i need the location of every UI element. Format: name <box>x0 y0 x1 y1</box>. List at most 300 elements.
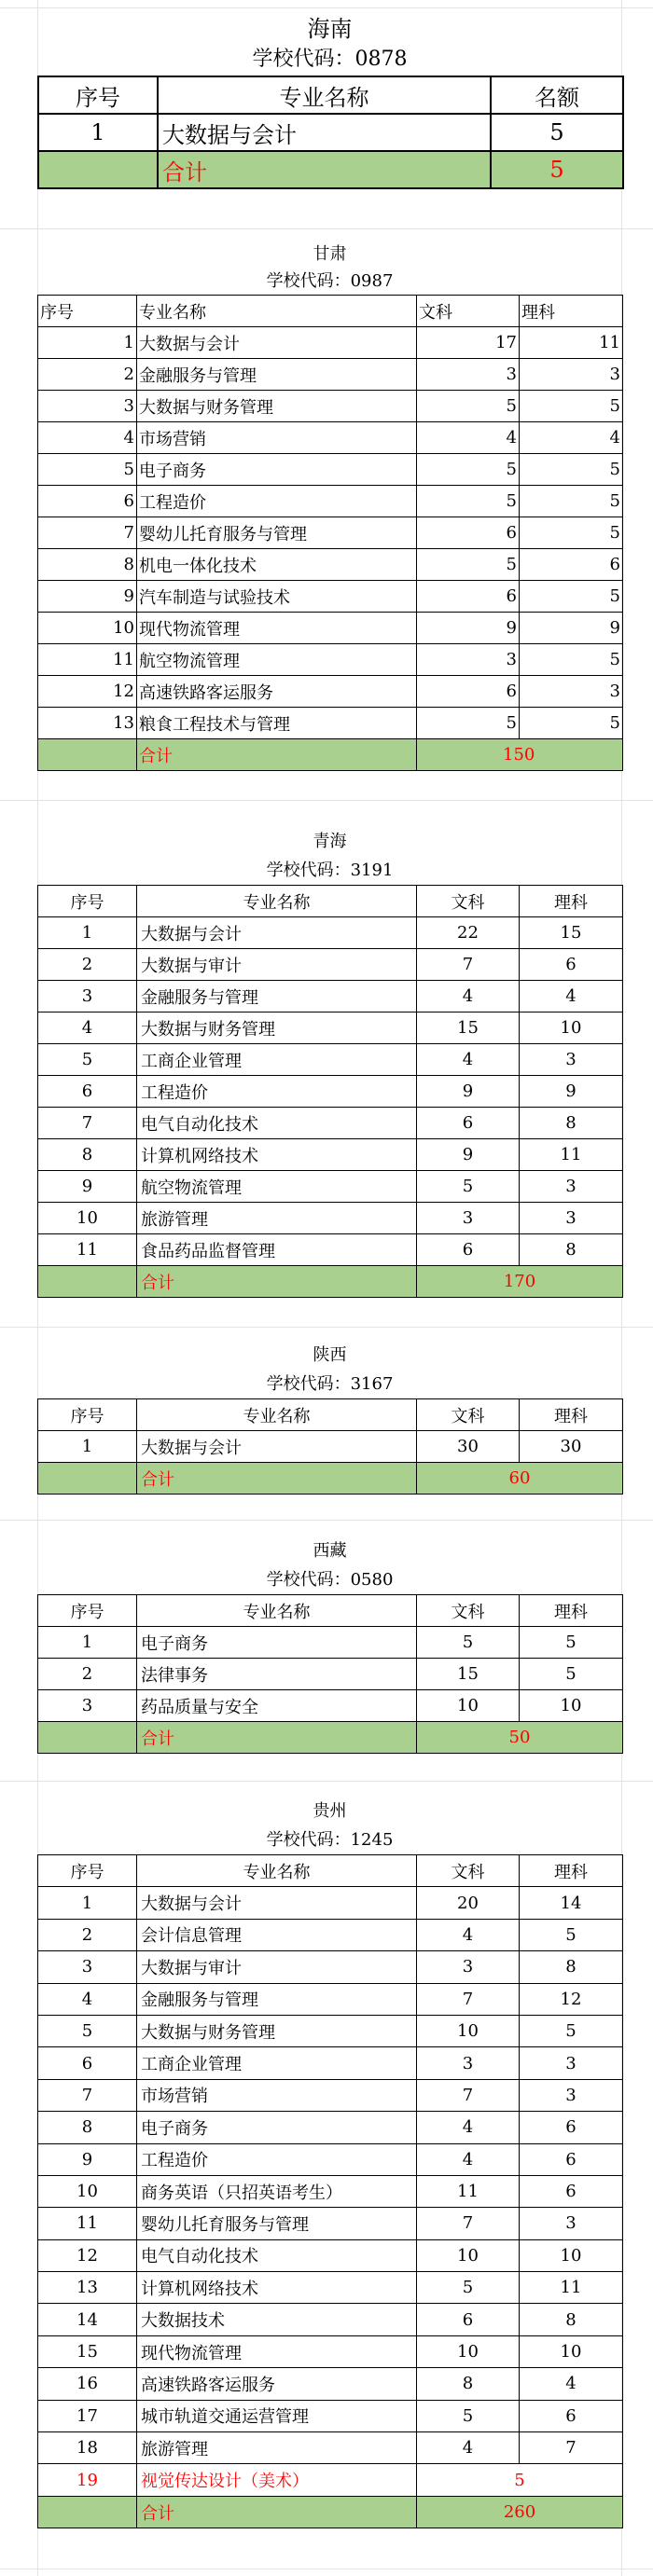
arts-quota: 4 <box>417 981 520 1012</box>
science-quota: 4 <box>520 2368 623 2400</box>
total-row <box>38 1722 623 1754</box>
arts-quota: 4 <box>417 1044 520 1076</box>
science-quota: 15 <box>520 917 623 949</box>
table-row <box>38 581 623 613</box>
row-index: 2 <box>38 949 137 981</box>
row-index: 9 <box>38 581 137 613</box>
arts-quota: 6 <box>417 581 520 613</box>
major-name: 婴幼儿托育服务与管理 <box>137 2208 417 2239</box>
major-name: 电气自动化技术 <box>137 1108 417 1139</box>
science-quota: 30 <box>520 1431 623 1463</box>
header-cell: 理科 <box>520 1595 623 1627</box>
school-code: 学校代码：0878 <box>252 48 408 71</box>
row-index: 1 <box>38 114 158 151</box>
major-name: 航空物流管理 <box>137 644 417 676</box>
arts-quota: 8 <box>417 2368 520 2400</box>
major-name: 城市轨道交通运营管理 <box>137 2400 417 2431</box>
section-gansu <box>37 241 622 771</box>
arts-quota: 6 <box>417 1108 520 1139</box>
row-index: 1 <box>38 917 137 949</box>
row-index: 1 <box>38 1627 137 1659</box>
arts-quota: 4 <box>417 2432 520 2464</box>
row-index: 16 <box>38 2368 137 2400</box>
total-value: 150 <box>417 739 623 771</box>
table-row <box>38 1659 623 1690</box>
row-index: 13 <box>38 2272 137 2304</box>
major-name: 会计信息管理 <box>137 1919 417 1950</box>
table-row <box>38 454 623 486</box>
row-index: 8 <box>38 2112 137 2143</box>
header-cell: 文科 <box>417 886 520 917</box>
row-index: 5 <box>38 2015 137 2046</box>
arts-quota: 4 <box>417 422 520 454</box>
header-row <box>38 76 623 114</box>
major-name: 金融服务与管理 <box>137 1983 417 2015</box>
table-row <box>38 981 623 1012</box>
row-index: 12 <box>38 2239 137 2271</box>
arts-quota: 5 <box>417 2400 520 2431</box>
table-row <box>38 676 623 708</box>
row-index: 1 <box>38 1431 137 1463</box>
major-name: 航空物流管理 <box>137 1171 417 1203</box>
row-index: 15 <box>38 2335 137 2367</box>
table-row <box>38 2079 623 2111</box>
table-row <box>38 917 623 949</box>
table-row <box>38 1951 623 1983</box>
science-quota: 5 <box>520 454 623 486</box>
header-cell: 序号 <box>38 76 158 114</box>
header-row <box>38 1855 623 1887</box>
row-index: 7 <box>38 1108 137 1139</box>
total-label: 合计 <box>137 739 417 771</box>
major-name: 大数据与会计 <box>158 114 491 151</box>
arts-quota: 10 <box>417 1690 520 1722</box>
header-row <box>38 886 623 917</box>
major-name: 计算机网络技术 <box>137 1139 417 1171</box>
section-xizang <box>37 1536 622 1754</box>
science-quota: 3 <box>520 2079 623 2111</box>
table-row <box>38 2208 623 2239</box>
major-name: 工程造价 <box>137 486 417 517</box>
school-code: 学校代码：0987 <box>266 271 394 291</box>
row-index: 5 <box>38 454 137 486</box>
science-quota: 6 <box>520 2143 623 2175</box>
total-label: 合计 <box>137 1266 417 1298</box>
major-name: 工程造价 <box>137 1076 417 1108</box>
row-index: 7 <box>38 517 137 549</box>
major-name: 药品质量与安全 <box>137 1690 417 1722</box>
arts-quota: 4 <box>417 2112 520 2143</box>
arts-quota: 5 <box>417 1171 520 1203</box>
science-quota: 9 <box>520 613 623 644</box>
major-name: 电子商务 <box>137 2112 417 2143</box>
table-row <box>38 2400 623 2431</box>
school-code: 学校代码：1245 <box>266 1830 394 1850</box>
table-row <box>38 1919 623 1950</box>
science-quota: 11 <box>520 327 623 359</box>
quota-table <box>37 1594 623 1754</box>
table-row <box>38 2143 623 2175</box>
major-name: 大数据与财务管理 <box>137 2015 417 2046</box>
total-blank <box>38 1266 137 1298</box>
science-quota: 6 <box>520 949 623 981</box>
major-name: 大数据与会计 <box>137 917 417 949</box>
arts-quota: 6 <box>417 2304 520 2335</box>
major-name: 法律事务 <box>137 1659 417 1690</box>
total-label: 合计 <box>137 2496 417 2528</box>
arts-quota: 5 <box>417 2272 520 2304</box>
total-label: 合计 <box>158 151 491 188</box>
quota-table <box>37 76 624 189</box>
total-blank <box>38 739 137 771</box>
row-index: 9 <box>38 2143 137 2175</box>
major-name: 旅游管理 <box>137 1203 417 1234</box>
header-cell: 名额 <box>491 76 623 114</box>
row-index: 4 <box>38 422 137 454</box>
row-index: 9 <box>38 1171 137 1203</box>
arts-quota: 7 <box>417 1983 520 2015</box>
science-quota: 8 <box>520 2304 623 2335</box>
science-quota: 5 <box>520 1659 623 1690</box>
header-cell: 理科 <box>520 886 623 917</box>
header-cell: 序号 <box>38 296 137 327</box>
science-quota: 3 <box>520 676 623 708</box>
table-row <box>38 2239 623 2271</box>
science-quota: 5 <box>520 644 623 676</box>
header-cell: 专业名称 <box>137 1855 417 1887</box>
header-cell: 专业名称 <box>137 1399 417 1431</box>
major-name: 婴幼儿托育服务与管理 <box>137 517 417 549</box>
quota-table <box>37 885 623 1298</box>
province-title: 陕西 <box>313 1345 347 1365</box>
row-index: 11 <box>38 2208 137 2239</box>
row-index: 3 <box>38 1951 137 1983</box>
science-quota: 5 <box>520 391 623 422</box>
row-index: 3 <box>38 981 137 1012</box>
arts-quota: 3 <box>417 1951 520 1983</box>
header-cell: 文科 <box>417 1855 520 1887</box>
table-row <box>38 949 623 981</box>
science-quota: 11 <box>520 2272 623 2304</box>
total-row <box>38 1266 623 1298</box>
total-row <box>38 1463 623 1495</box>
science-quota: 10 <box>520 2239 623 2271</box>
science-quota: 6 <box>520 2175 623 2207</box>
arts-quota: 9 <box>417 1076 520 1108</box>
header-row <box>38 296 623 327</box>
total-row <box>38 739 623 771</box>
table-row <box>38 114 623 151</box>
arts-quota: 3 <box>417 2047 520 2079</box>
science-quota: 3 <box>520 359 623 391</box>
header-cell: 专业名称 <box>137 1595 417 1627</box>
arts-quota: 10 <box>417 2239 520 2271</box>
row-index: 7 <box>38 2079 137 2111</box>
science-quota: 3 <box>520 1171 623 1203</box>
table-row <box>38 1627 623 1659</box>
table-row <box>38 1076 623 1108</box>
table-row <box>38 517 623 549</box>
row-index: 11 <box>38 644 137 676</box>
row-index: 2 <box>38 359 137 391</box>
header-cell: 理科 <box>520 296 623 327</box>
row-index: 2 <box>38 1919 137 1950</box>
major-name: 电子商务 <box>137 1627 417 1659</box>
table-row <box>38 1139 623 1171</box>
table-row <box>38 2015 623 2046</box>
table-row <box>38 1012 623 1044</box>
science-quota: 14 <box>520 1887 623 1919</box>
arts-quota: 15 <box>417 1012 520 1044</box>
row-index: 8 <box>38 549 137 581</box>
province-title: 甘肃 <box>313 244 347 264</box>
table-row <box>38 1431 623 1463</box>
science-quota: 3 <box>520 1044 623 1076</box>
science-quota: 6 <box>520 549 623 581</box>
row-index: 19 <box>38 2464 137 2496</box>
province-title: 贵州 <box>313 1801 347 1821</box>
arts-quota: 11 <box>417 2175 520 2207</box>
major-name: 大数据与会计 <box>137 327 417 359</box>
science-quota: 5 <box>520 1627 623 1659</box>
arts-quota: 6 <box>417 517 520 549</box>
table-row <box>38 2368 623 2400</box>
arts-quota: 5 <box>417 549 520 581</box>
header-cell: 序号 <box>38 1595 137 1627</box>
arts-quota: 7 <box>417 2208 520 2239</box>
header-cell: 文科 <box>417 296 520 327</box>
total-value: 260 <box>417 2496 623 2528</box>
row-index: 12 <box>38 676 137 708</box>
arts-quota: 9 <box>417 1139 520 1171</box>
science-quota: 7 <box>520 2432 623 2464</box>
science-quota: 12 <box>520 1983 623 2015</box>
province-title: 海南 <box>307 16 353 42</box>
major-name: 大数据与会计 <box>137 1431 417 1463</box>
row-index: 14 <box>38 2304 137 2335</box>
arts-quota: 7 <box>417 2079 520 2111</box>
header-cell: 专业名称 <box>137 296 417 327</box>
row-index: 1 <box>38 327 137 359</box>
science-quota: 5 <box>520 486 623 517</box>
table-row <box>38 486 623 517</box>
arts-quota: 6 <box>417 1234 520 1266</box>
table-row <box>38 2304 623 2335</box>
quota-table <box>37 1398 623 1495</box>
header-cell: 专业名称 <box>137 886 417 917</box>
table-row <box>38 1983 623 2015</box>
header-cell: 理科 <box>520 1399 623 1431</box>
major-name: 大数据与财务管理 <box>137 1012 417 1044</box>
total-label: 合计 <box>137 1463 417 1495</box>
arts-quota: 7 <box>417 949 520 981</box>
arts-quota: 5 <box>417 708 520 739</box>
table-row <box>38 422 623 454</box>
section-shaanxi <box>37 1341 622 1495</box>
row-index: 18 <box>38 2432 137 2464</box>
science-quota: 10 <box>520 2335 623 2367</box>
major-name: 电子商务 <box>137 454 417 486</box>
total-row <box>38 151 623 188</box>
arts-quota: 5 <box>417 454 520 486</box>
arts-quota: 3 <box>417 359 520 391</box>
row-index: 4 <box>38 1012 137 1044</box>
header-row <box>38 1595 623 1627</box>
province-title: 西藏 <box>313 1541 347 1561</box>
science-quota: 3 <box>520 2208 623 2239</box>
row-index: 2 <box>38 1659 137 1690</box>
major-name: 市场营销 <box>137 422 417 454</box>
major-name: 现代物流管理 <box>137 613 417 644</box>
row-index: 13 <box>38 708 137 739</box>
major-name: 大数据与会计 <box>137 1887 417 1919</box>
header-row <box>38 1399 623 1431</box>
row-index: 1 <box>38 1887 137 1919</box>
header-cell: 专业名称 <box>158 76 491 114</box>
total-value: 5 <box>491 151 623 188</box>
science-quota: 3 <box>520 2047 623 2079</box>
arts-quota: 10 <box>417 2335 520 2367</box>
major-name: 高速铁路客运服务 <box>137 2368 417 2400</box>
quota-table <box>37 1854 623 2528</box>
row-index: 6 <box>38 486 137 517</box>
section-guizhou <box>37 1797 622 2528</box>
table-row <box>38 1690 623 1722</box>
major-name: 大数据与审计 <box>137 1951 417 1983</box>
header-cell: 序号 <box>38 1399 137 1431</box>
arts-quota: 17 <box>417 327 520 359</box>
arts-quota: 30 <box>417 1431 520 1463</box>
table-row <box>38 2272 623 2304</box>
major-name: 工程造价 <box>137 2143 417 2175</box>
row-index: 17 <box>38 2400 137 2431</box>
header-cell: 文科 <box>417 1399 520 1431</box>
major-name: 大数据技术 <box>137 2304 417 2335</box>
gridline <box>0 7 653 8</box>
total-value: 50 <box>417 1722 623 1754</box>
science-quota: 11 <box>520 1139 623 1171</box>
row-index: 3 <box>38 1690 137 1722</box>
major-name: 金融服务与管理 <box>137 981 417 1012</box>
quota-value: 5 <box>491 114 623 151</box>
header-cell: 文科 <box>417 1595 520 1627</box>
total-blank <box>38 2496 137 2528</box>
total-label: 合计 <box>137 1722 417 1754</box>
table-row <box>38 1108 623 1139</box>
row-index: 10 <box>38 1203 137 1234</box>
table-row <box>38 1203 623 1234</box>
table-row <box>38 391 623 422</box>
science-quota: 6 <box>520 2400 623 2431</box>
arts-quota: 4 <box>417 2143 520 2175</box>
science-quota: 9 <box>520 1076 623 1108</box>
school-code: 学校代码：3167 <box>266 1374 394 1394</box>
table-row <box>38 2432 623 2464</box>
major-name: 高速铁路客运服务 <box>137 676 417 708</box>
total-row <box>38 2496 623 2528</box>
table-row <box>38 1044 623 1076</box>
science-quota: 6 <box>520 2112 623 2143</box>
science-quota: 10 <box>520 1690 623 1722</box>
total-value: 60 <box>417 1463 623 1495</box>
major-name: 旅游管理 <box>137 2432 417 2464</box>
total-blank <box>38 1722 137 1754</box>
arts-quota: 3 <box>417 1203 520 1234</box>
science-quota: 8 <box>520 1951 623 1983</box>
total-blank <box>38 151 158 188</box>
table-row <box>38 2047 623 2079</box>
art-quota: 5 <box>417 2464 623 2496</box>
arts-quota: 3 <box>417 644 520 676</box>
table-row <box>38 327 623 359</box>
arts-quota: 9 <box>417 613 520 644</box>
major-name: 视觉传达设计（美术） <box>137 2464 417 2496</box>
table-row <box>38 1887 623 1919</box>
major-name: 计算机网络技术 <box>137 2272 417 2304</box>
row-index: 6 <box>38 2047 137 2079</box>
table-row <box>38 708 623 739</box>
header-cell: 序号 <box>38 1855 137 1887</box>
school-code: 学校代码：3191 <box>266 861 394 880</box>
row-index: 11 <box>38 1234 137 1266</box>
quota-table <box>37 295 623 771</box>
science-quota: 5 <box>520 1919 623 1950</box>
table-row <box>38 2175 623 2207</box>
section-qinghai <box>37 827 622 1298</box>
table-row <box>38 613 623 644</box>
major-name: 电气自动化技术 <box>137 2239 417 2271</box>
major-name: 食品药品监督管理 <box>137 1234 417 1266</box>
arts-quota: 5 <box>417 391 520 422</box>
section-hainan <box>37 11 622 189</box>
major-name: 粮食工程技术与管理 <box>137 708 417 739</box>
science-quota: 5 <box>520 517 623 549</box>
science-quota: 8 <box>520 1108 623 1139</box>
major-name: 工商企业管理 <box>137 2047 417 2079</box>
row-index: 6 <box>38 1076 137 1108</box>
arts-quota: 22 <box>417 917 520 949</box>
gridline <box>0 228 653 229</box>
table-row <box>38 2335 623 2367</box>
gridline <box>0 1520 653 1521</box>
science-quota: 5 <box>520 2015 623 2046</box>
arts-quota: 5 <box>417 486 520 517</box>
header-cell: 序号 <box>38 886 137 917</box>
major-name: 市场营销 <box>137 2079 417 2111</box>
science-quota: 4 <box>520 422 623 454</box>
table-row <box>38 1171 623 1203</box>
total-blank <box>38 1463 137 1495</box>
major-name: 工商企业管理 <box>137 1044 417 1076</box>
table-row <box>38 2112 623 2143</box>
major-name: 大数据与审计 <box>137 949 417 981</box>
arts-quota: 20 <box>417 1887 520 1919</box>
major-name: 现代物流管理 <box>137 2335 417 2367</box>
arts-quota: 10 <box>417 2015 520 2046</box>
arts-quota: 15 <box>417 1659 520 1690</box>
gridline <box>0 1327 653 1328</box>
arts-quota: 5 <box>417 1627 520 1659</box>
row-index: 8 <box>38 1139 137 1171</box>
major-name: 大数据与财务管理 <box>137 391 417 422</box>
table-row <box>38 1234 623 1266</box>
science-quota: 8 <box>520 1234 623 1266</box>
science-quota: 5 <box>520 708 623 739</box>
gridline <box>0 800 653 801</box>
province-title: 青海 <box>313 832 347 851</box>
science-quota: 10 <box>520 1012 623 1044</box>
row-index: 4 <box>38 1983 137 2015</box>
